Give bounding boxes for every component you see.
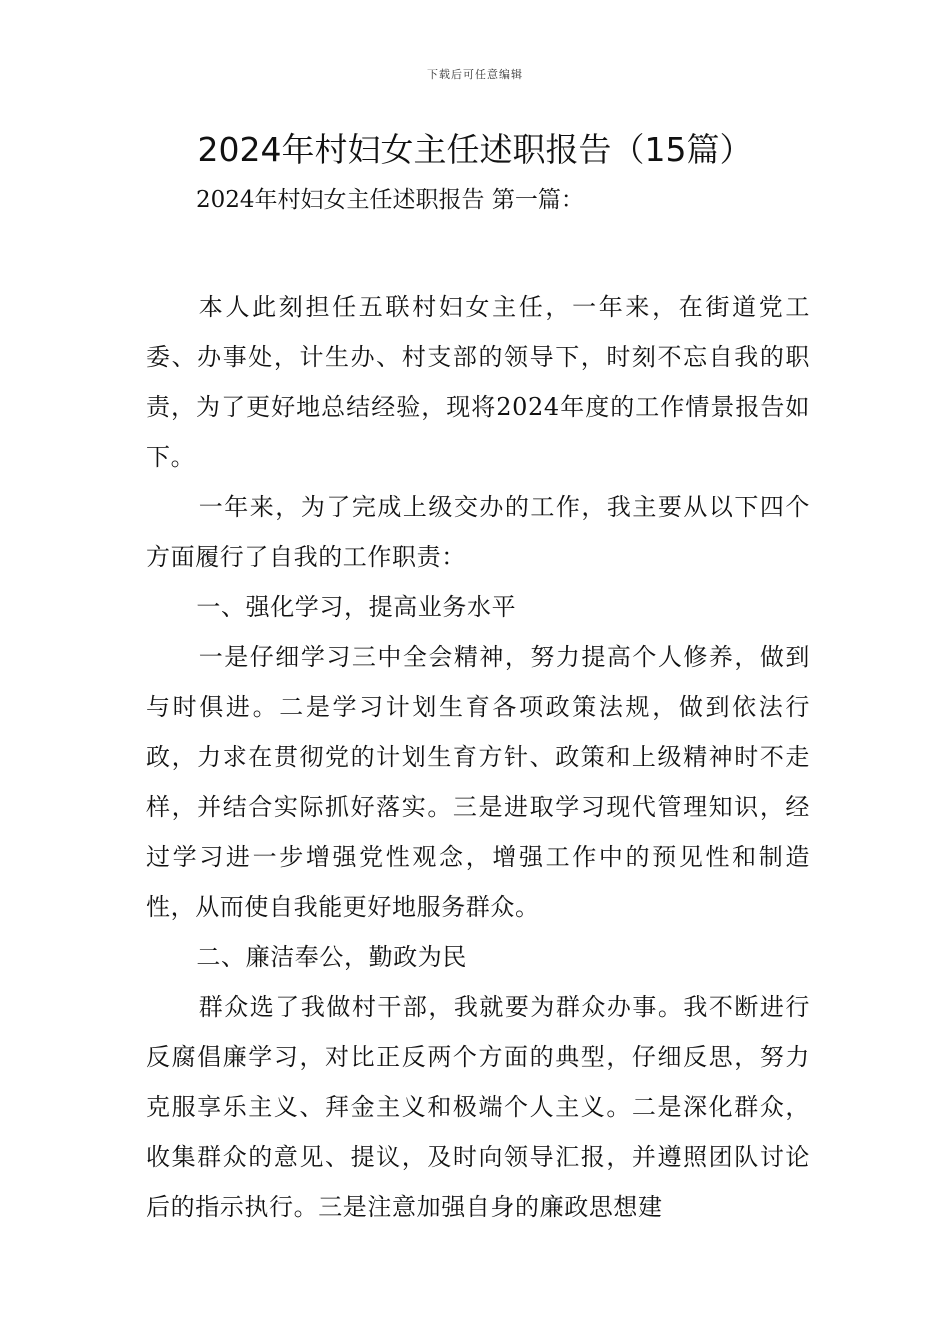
document-body xyxy=(146,282,810,1232)
section-heading: 二、廉洁奉公，勤政为民 xyxy=(196,943,467,971)
paragraph: 一年来，为了完成上级交办的工作，我主要从以下四个方面履行了自我的工作职责： xyxy=(146,493,810,571)
document-title: 2024年村妇女主任述职报告（15篇） xyxy=(197,130,753,169)
paragraph: 本人此刻担任五联村妇女主任，一年来，在街道党工委、办事处，计生办、村支部的领导下，时刻不忘自我的职责，为了更好地总结经验，现将2024年度的工作情景报告如下。 xyxy=(146,293,810,471)
paragraph: 群众选了我做村干部，我就要为群众办事。我不断进行反腐倡廉学习，对比正反两个方面的典型，仔细反思，努力克服享乐主义、拜金主义和极端个人主义。二是深化群众，收集群众的意见、提议，及时向领导汇报，并遵照团队讨论后的指示执行。三是注意加强自身的廉政思想建 xyxy=(146,993,810,1221)
header-note: 下载后可任意编辑 xyxy=(427,68,523,81)
section-subtitle: 2024年村妇女主任述职报告 第一篇： xyxy=(196,187,584,213)
section-heading: 一、强化学习，提高业务水平 xyxy=(196,593,517,621)
paragraph: 一是仔细学习三中全会精神，努力提高个人修养，做到与时俱进。二是学习计划生育各项政策法规，做到依法行政，力求在贯彻党的计划生育方针、政策和上级精神时不走样，并结合实际抓好落实。三是进取学习现代管理知识，经过学习进一步增强党性观念，增强工作中的预见性和制造性，从而使自我能更好地服务群众。 xyxy=(146,643,810,921)
